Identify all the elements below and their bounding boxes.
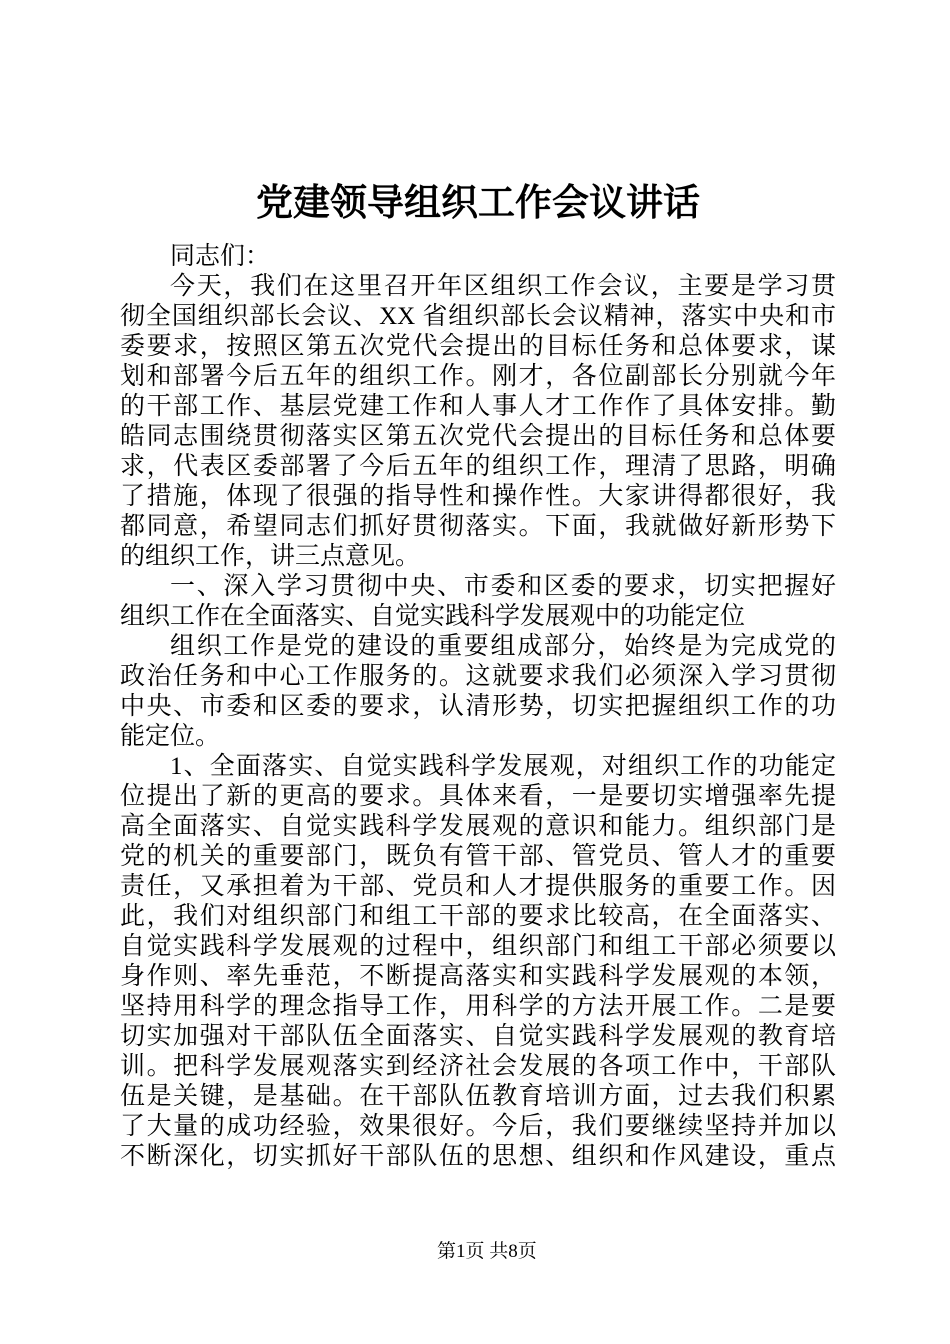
body-line: 组织工作是党的建设的重要组成部分，始终是为完成党的 <box>170 633 836 660</box>
body-line: 伍是关键，是基础。在干部队伍教育培训方面，过去我们积累 <box>120 1083 836 1110</box>
page-footer: 第1页 共8页 <box>437 1241 537 1262</box>
body-line: 高全面落实、自觉实践科学发展观的意识和能力。组织部门是 <box>120 813 836 840</box>
body-line: 求，代表区委部署了今后五年的组织工作，理清了思路，明确 <box>120 453 836 480</box>
body-line: 1、全面落实、自觉实践科学发展观，对组织工作的功能定 <box>170 753 836 780</box>
body-line: 位提出了新的更高的要求。具体来看，一是要切实增强率先提 <box>120 783 836 810</box>
body-line: 中央、市委和区委的要求，认清形势，切实把握组织工作的功 <box>120 693 836 720</box>
body-line: 此，我们对组织部门和组工干部的要求比较高，在全面落实、 <box>120 903 836 930</box>
body-line: 都同意，希望同志们抓好贯彻落实。下面，我就做好新形势下 <box>120 513 836 540</box>
body-line: 了措施，体现了很强的指导性和操作性。大家讲得都很好，我 <box>120 483 836 510</box>
body-line: 坚持用科学的理念指导工作，用科学的方法开展工作。二是要 <box>120 993 836 1020</box>
body-line: 委要求，按照区第五次党代会提出的目标任务和总体要求，谋 <box>120 333 836 360</box>
body-line: 能定位。 <box>120 723 221 750</box>
document-title: 党建领导组织工作会议讲话 <box>256 183 700 224</box>
body-line: 训。把科学发展观落实到经济社会发展的各项工作中，干部队 <box>120 1053 836 1080</box>
body-line: 彻全国组织部长会议、XX 省组织部长会议精神，落实中央和市 <box>120 303 836 330</box>
body-line: 党的机关的重要部门，既负有管干部、管党员、管人才的重要 <box>120 843 836 870</box>
body-line: 的组织工作，讲三点意见。 <box>120 543 421 570</box>
body-line: 一、深入学习贯彻中央、市委和区委的要求，切实把握好 <box>170 573 836 600</box>
body-line: 政治任务和中心工作服务的。这就要求我们必须深入学习贯彻 <box>120 663 836 690</box>
body-line: 划和部署今后五年的组织工作。刚才，各位副部长分别就今年 <box>120 363 836 390</box>
body-line: 切实加强对干部队伍全面落实、自觉实践科学发展观的教育培 <box>120 1023 836 1050</box>
body-line: 责任，又承担着为干部、党员和人才提供服务的重要工作。因 <box>120 873 836 900</box>
body-line: 同志们： <box>170 243 271 270</box>
body-line: 今天，我们在这里召开年区组织工作会议，主要是学习贯 <box>170 273 836 300</box>
body-line: 的干部工作、基层党建工作和人事人才工作作了具体安排。勤 <box>120 393 836 420</box>
body-line: 了大量的成功经验，效果很好。今后，我们要继续坚持并加以 <box>120 1113 836 1140</box>
body-line: 皓同志围绕贯彻落实区第五次党代会提出的目标任务和总体要 <box>120 423 836 450</box>
body-line: 身作则、率先垂范，不断提高落实和实践科学发展观的本领， <box>120 963 836 990</box>
body-line: 不断深化，切实抓好干部队伍的思想、组织和作风建设，重点 <box>120 1143 836 1170</box>
document-content <box>120 180 836 1172</box>
body-line: 自觉实践科学发展观的过程中，组织部门和组工干部必须要以 <box>120 933 836 960</box>
body-line: 组织工作在全面落实、自觉实践科学发展观中的功能定位 <box>120 603 746 630</box>
